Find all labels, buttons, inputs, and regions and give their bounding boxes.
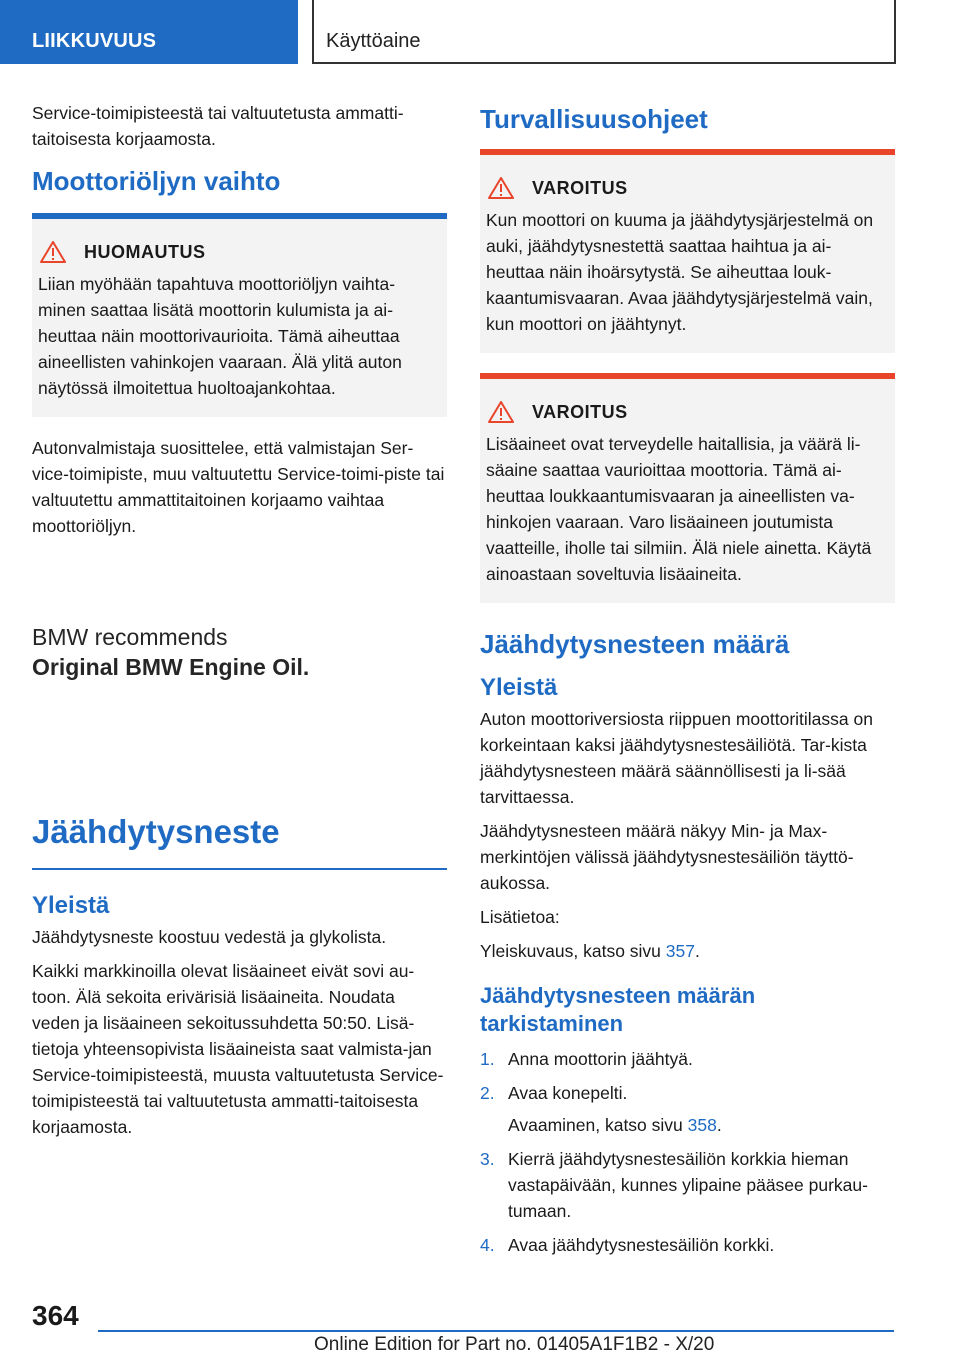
warning-title-2: VAROITUS	[532, 401, 628, 422]
warning-box-2	[480, 373, 895, 603]
footer-rule	[98, 1330, 894, 1332]
opening-prefix: Avaaminen, katso sivu	[508, 1115, 688, 1135]
amount-general-heading: Yleistä	[480, 674, 558, 701]
coolant-heading: Jäähdytysneste	[32, 813, 280, 850]
coolant-amount-heading: Jäähdytysnesteen määrä	[480, 629, 790, 659]
section-tab[interactable]	[0, 0, 298, 64]
coolant-general-p2: Kaikki markkinoilla olevat lisäaineet eivät sovi au-toon. Älä sekoita erivärisiä lisäaineita. Noudata veden ja lisäaineen sekoitussuhdetta 50:50. Lisä-tietoja yhteensopivista lisäaineista saat valmista-jan Service-toimipisteestä, muusta valtuutetusta Service-toimipisteestä tai valtuutetusta ammatti-taitoisesta korjaamosta.	[32, 961, 444, 1137]
step-number: 1.	[480, 1049, 495, 1069]
list-item	[480, 1146, 895, 1224]
warning-triangle-icon	[488, 401, 514, 423]
right-column	[480, 100, 895, 1266]
step-text: Kierrä jäähdytysnestesäiliön korkkia hieman vastapäivään, kunnes ylipaine pääsee purkau-tumaan.	[508, 1149, 868, 1221]
step-text: Avaa konepelti.	[508, 1083, 628, 1103]
overview-suffix: .	[694, 941, 700, 961]
notice-text: Liian myöhään tapahtuva moottoriöljyn vaihta-minen saattaa lisätä moottorin kulumista ja ai-heuttaa näin moottorivaurioita. Tämä aiheuttaa aineellisten vahinkojen vaaraan. Älä ylitä auton näytössä ilmoitettua huoltoajankohtaa.	[38, 274, 402, 398]
list-item	[480, 1080, 895, 1106]
safety-heading: Turvallisuusohjeet	[480, 104, 708, 134]
bmw-engine-oil-line: Original BMW Engine Oil.	[32, 654, 310, 680]
page-number: 364	[32, 1300, 79, 1331]
bmw-recommends-line: BMW recommends	[32, 624, 228, 650]
chapter-label: Käyttöaine	[326, 30, 421, 52]
overview-prefix: Yleiskuvaus, katso sivu	[480, 941, 666, 961]
opening-page-link[interactable]: 358	[687, 1115, 717, 1135]
amount-p1: Auton moottoriversiosta riippuen moottoritilassa on korkeintaan kaksi jäähdytysnestesäiliötä. Tar-kista jäähdytysnesteen määrä säännöllisesti ja li-sää tarvittaessa.	[480, 709, 873, 807]
coolant-rule	[32, 868, 447, 870]
step-text: Avaa jäähdytysnestesäiliön korkki.	[508, 1235, 775, 1255]
warning-box-1	[480, 149, 895, 353]
step-text: Anna moottorin jäähtyä.	[508, 1049, 693, 1069]
general-heading: Yleistä	[32, 892, 110, 919]
warning-title-1: VAROITUS	[532, 177, 628, 198]
oil-change-heading: Moottoriöljyn vaihto	[32, 166, 281, 196]
intro-paragraph: Service-toimipisteestä tai valtuutetusta ammatti-taitoisesta korjaamosta.	[32, 103, 404, 149]
warning-triangle-icon	[488, 177, 514, 199]
overview-reference	[480, 938, 895, 964]
warning-text-2: Lisäaineet ovat terveydelle haitallisia, ja väärä li-säaine saattaa vaurioittaa moottoria. Tämä ai-heuttaa loukkaantumisvaaran ja aineellisten va-hinkojen vaaraan. Varo lisäaineen joutumista vaatteille, iholle tai silmiin. Älä niele ainetta. Käytä ainoastaan soveltuvia lisäaineita.	[486, 434, 872, 584]
coolant-section	[32, 812, 447, 1148]
coolant-general-p1: Jäähdytysneste koostuu vedestä ja glykolista.	[32, 927, 387, 947]
list-item	[480, 1232, 895, 1258]
check-steps-list	[480, 1046, 895, 1258]
overview-page-link[interactable]: 357	[665, 941, 695, 961]
bmw-oil-logo	[32, 622, 309, 682]
left-column	[32, 100, 447, 547]
notice-box	[32, 213, 447, 417]
footer-edition: Online Edition for Part no. 01405A1F1B2 - X/20	[314, 1334, 715, 1355]
chapter-tab[interactable]	[312, 0, 896, 64]
step-number: 3.	[480, 1149, 495, 1169]
warning-triangle-icon	[40, 241, 66, 263]
list-item	[480, 1046, 895, 1072]
more-info-label: Lisätietoa:	[480, 907, 560, 927]
warning-text-1: Kun moottori on kuuma ja jäähdytysjärjestelmä on auki, jäähdytysnestettä saattaa haihtua ja ai-heuttaa näin ihoärsytystä. Se aiheuttaa louk-kaantumisvaaran. Avaa jäähdytysjärjestelmä vain, kun moottori on jäähtynyt.	[486, 210, 874, 334]
amount-p2: Jäähdytysnesteen määrä näkyy Min- ja Max-merkintöjen välissä jäähdytysnestesäiliön täyttö-aukossa.	[480, 821, 854, 893]
step-number: 4.	[480, 1235, 495, 1255]
check-heading: Jäähdytysnesteen määrän tarkistaminen	[480, 983, 756, 1036]
oil-change-text: Autonvalmistaja suosittelee, että valmistajan Ser-vice-toimipiste, muu valtuutettu Service-toimi-piste tai valtuutettu ammattitaitoinen korjaamo vaihtaa moottoriöljyn.	[32, 438, 445, 536]
notice-title: HUOMAUTUS	[84, 241, 206, 262]
opening-suffix: .	[716, 1115, 722, 1135]
step-number: 2.	[480, 1083, 495, 1103]
opening-reference	[480, 1112, 895, 1138]
section-label: LIIKKUVUUS	[32, 30, 157, 52]
